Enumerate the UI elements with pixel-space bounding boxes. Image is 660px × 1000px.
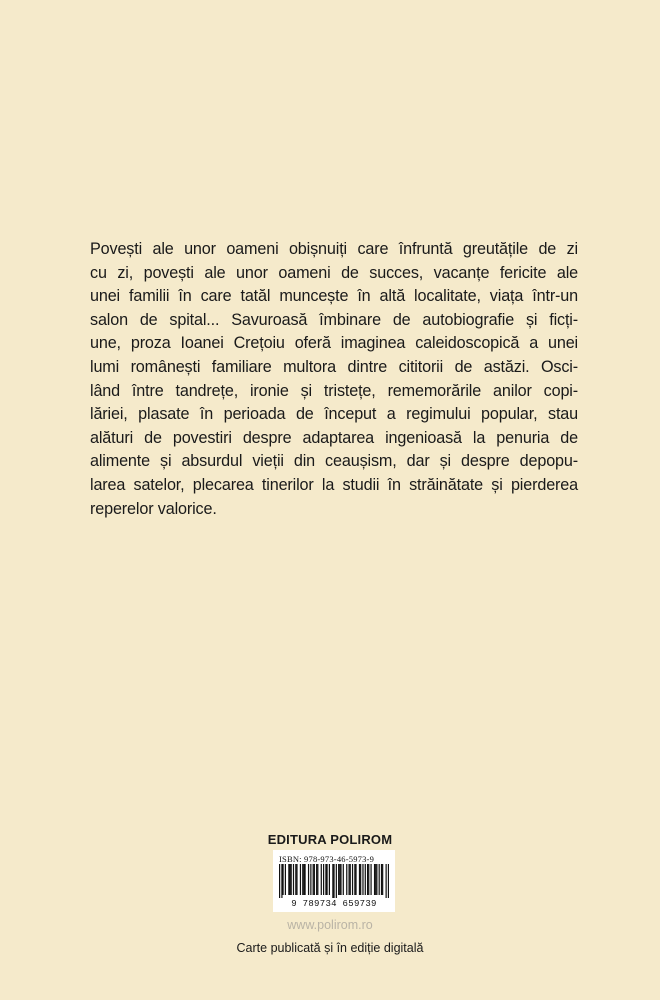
barcode-bar [368, 864, 369, 895]
barcode-bar [302, 864, 303, 895]
barcode-bar [326, 864, 327, 895]
barcode-bar [289, 864, 290, 895]
barcode-bar [295, 864, 296, 895]
barcode-bar [300, 864, 301, 895]
barcode-bar [355, 864, 356, 895]
barcode-digits: 9 789734 659739 [291, 899, 377, 909]
barcode-bar [313, 864, 314, 895]
barcode-bar [339, 864, 340, 895]
barcode-bar [375, 864, 376, 895]
barcode-bar [346, 864, 347, 895]
barcode-bar [279, 864, 280, 898]
barcode-bar [288, 864, 289, 895]
back-cover-blurb [90, 238, 578, 521]
barcode-bar [360, 864, 361, 895]
publisher-website: www.polirom.ro [287, 918, 373, 932]
barcode-bar [382, 864, 383, 895]
barcode-bar [325, 864, 326, 895]
barcode-bar [362, 864, 363, 895]
blurb-line: une, proza Ioanei Crețoiu oferă imaginea caleidoscopică a unei [90, 334, 578, 353]
barcode-bar [293, 864, 294, 895]
barcode-bar [370, 864, 371, 895]
isbn-number: ISBN: 978-973-46-5973-9 [279, 854, 375, 864]
barcode-bar [379, 864, 380, 895]
digital-edition-note: Carte publicată și în ediție digitală [236, 941, 424, 955]
barcode-bar [336, 864, 337, 898]
barcode-bar [354, 864, 355, 895]
barcode-bar [343, 864, 344, 895]
blurb-line: alimente și absurdul vieții din ceaușism, dar și despre depopu- [90, 452, 578, 471]
barcode-bar [348, 864, 349, 895]
barcode-bar [352, 864, 353, 895]
barcode-bar [310, 864, 311, 895]
barcode-bar [281, 864, 282, 898]
barcode-bar [359, 864, 360, 895]
isbn-barcode [273, 850, 395, 912]
barcode-bar [386, 864, 387, 898]
barcode-bar [304, 864, 305, 895]
blurb-line: cu zi, povești ale unor oameni de succes, vacanțe fericite ale [90, 263, 578, 282]
barcode-bar [374, 864, 375, 895]
blurb-line: unei familii în care tatăl muncește în altă localitate, viața într-un [90, 287, 578, 306]
barcode-bar [376, 864, 377, 895]
blurb-line: reperelor valorice. [90, 499, 217, 518]
barcode-bar [316, 864, 317, 895]
barcode-bar [291, 864, 292, 895]
barcode-bar [329, 864, 330, 895]
blurb-line: larea satelor, plecarea tinerilor la studii în străinătate și pierderea [90, 475, 578, 494]
barcode-bar [350, 864, 351, 895]
barcode-bar [381, 864, 382, 895]
barcode-bar [333, 864, 334, 898]
barcode-bar [285, 864, 286, 895]
blurb-line: lând între tandrețe, ironie și tristețe, rememorările anilor copi- [90, 381, 578, 400]
barcode-bar [314, 864, 315, 895]
blurb-line: Povești ale unor oameni obișnuiți care înfruntă greutățile de zi [90, 240, 578, 258]
barcode-bar [388, 864, 389, 898]
blurb-line: lumi românești familiare multora dintre cititorii de astăzi. Osci- [90, 357, 578, 376]
blurb-line: alături de povestiri despre adaptarea ingenioasă la penuria de [90, 428, 578, 447]
barcode-bar [308, 864, 309, 895]
blurb-line: lăriei, plasate în perioada de început a regimului popular, stau [90, 405, 578, 424]
barcode-bar [365, 864, 366, 895]
barcode-bar [321, 864, 322, 895]
barcode-bars [279, 864, 389, 898]
barcode-bar [338, 864, 339, 895]
barcode-bar [317, 864, 318, 895]
barcode-bar [332, 864, 333, 898]
barcode-bar [367, 864, 368, 895]
barcode-bar [303, 864, 304, 895]
publisher-name: EDITURA POLIROM [267, 832, 393, 847]
barcode-bar [282, 864, 283, 895]
barcode-bar [340, 864, 341, 895]
barcode-bar [323, 864, 324, 895]
barcode-bar [296, 864, 297, 895]
blurb-line: salon de spital... Savuroasă îmbinare de autobiografie și ficți- [90, 310, 578, 329]
